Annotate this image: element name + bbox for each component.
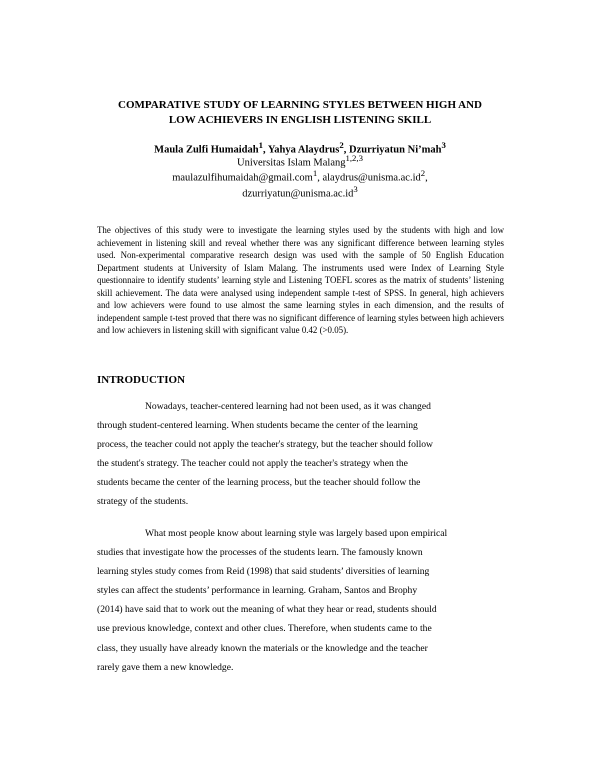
text-line: rarely gave them a new knowledge. xyxy=(97,661,234,673)
intro-paragraph-2 xyxy=(97,524,502,677)
email-sup: 3 xyxy=(353,184,358,194)
title-line: COMPARATIVE STUDY OF LEARNING STYLES BETWEEN HIGH AND xyxy=(118,99,482,111)
text-line: studies that investigate how the processes of the students learn. The famously known xyxy=(97,547,423,559)
author-name: Yahya Alaydrus xyxy=(267,144,340,156)
text-line: students became the center of the learning process, but the teacher should follow the xyxy=(97,477,421,489)
abstract: The objectives of this study were to investigate the learning styles used by the students with high and low achievement in listening skill and reveal whether there was any significant difference between learning styles used. Non-experimental comparative research design was used with the sample of 50 English Education Department students at University of Islam Malang. The instruments used were Index of Learning Style questionnaire to identify students’ learning style and Listening TOEFL scores as the matrix of students’ listening skill achievement. The data were analysed using independent sample t-test of SPSS. In general, high achievers and low achievers were found to use almost the same learning styles in each dimension, and the results of independent sample t-test proved that there was no significant difference of learning styles between high achievers and low achievers in listening skill with significant value 0.42 (>0.05). xyxy=(97,225,504,335)
email: maulazulfihumaidah@gmail.com xyxy=(172,172,313,184)
text-line: What most people know about learning style was largely based upon empirical xyxy=(145,528,448,539)
affiliation-sup: 1,2,3 xyxy=(345,153,363,163)
text-line: (2014) have said that to work out the meaning of what they hear or read, students should xyxy=(97,604,437,616)
text-line: use previous knowledge, context and other clues. Therefore, when students came to the xyxy=(97,623,432,635)
email-sup: 2 xyxy=(420,168,426,178)
intro-paragraph-1 xyxy=(97,397,502,512)
text-line: learning styles study comes from Reid (1998) that said students’ diversities of learning xyxy=(97,566,430,578)
author-name: Dzurriyatun Ni’mah xyxy=(348,144,442,156)
paper-title xyxy=(90,98,510,128)
text-line: class, they usually have already known the materials or the knowledge and the teacher xyxy=(97,642,428,654)
text-line: Nowadays, teacher-centered learning had not been used, as it was changed xyxy=(145,401,431,412)
text-line: styles can affect the students’ performance in learning. Graham, Santos and Brophy xyxy=(97,585,418,597)
affiliation-text: Universitas Islam Malang xyxy=(237,157,346,169)
text-line: through student-centered learning. When students became the center of the learning xyxy=(97,420,418,432)
author-sup: 1 xyxy=(258,140,263,150)
text-line: process, the teacher could not apply the teacher's strategy, but the teacher should follow xyxy=(97,439,433,451)
author-name: Maula Zulfi Humaidah xyxy=(154,144,259,156)
author-sup: 3 xyxy=(441,140,446,150)
email: alaydrus@unisma.ac.id xyxy=(322,172,421,184)
author-sup: 2 xyxy=(339,140,344,150)
text-line: strategy of the students. xyxy=(97,496,189,508)
title-line: LOW ACHIEVERS IN ENGLISH LISTENING SKILL xyxy=(168,114,432,126)
email: dzurriyatun@unisma.ac.id xyxy=(242,188,354,200)
text-line: the student's strategy. The teacher could not apply the teacher's strategy when the xyxy=(97,458,408,470)
email-sup: 1 xyxy=(312,168,318,178)
email-line: maulazulfihumaidah@gmail.com$^1$, $alaydrus@unisma.ac.id^2$, xyxy=(172,168,428,184)
author-list: Maula Zulfi Humaidah$^1$, Yahya Alaydrus$^2$, Dzurriyatun Ni’mah$^3$ xyxy=(154,140,446,156)
email-line xyxy=(60,183,540,201)
section-heading: INTRODUCTION xyxy=(97,374,186,386)
